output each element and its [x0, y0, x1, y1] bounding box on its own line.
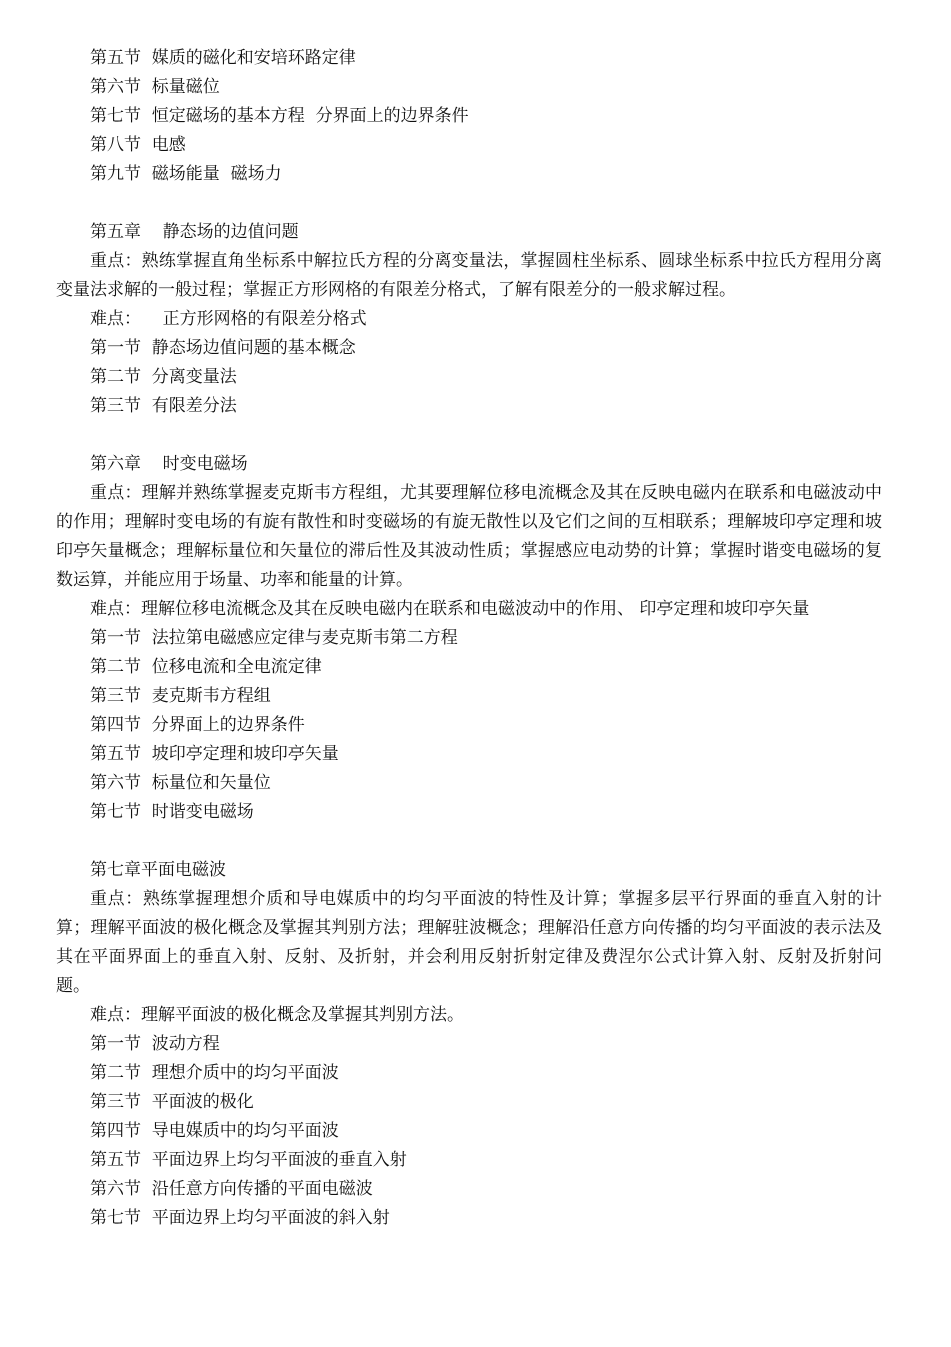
section-heading: 第八节 电感 [90, 135, 186, 155]
section-heading: 第四节 分界面上的边界条件 [90, 715, 305, 735]
key-points-paragraph: 重点：熟练掌握理想介质和导电媒质中的均匀平面波的特性及计算；掌握多层平行界面的垂直入射的计算；理解平面波的极化概念及掌握其判别方法；理解驻波概念；理解沿任意方向传播的均匀平面波的表示法及其在平面界面上的垂直入射、反射、及折射，并会利用反射折射定律及费涅尔公式计算入射、反射及折射问题。 [56, 889, 882, 996]
section-heading: 第六节 标量位和矢量位 [90, 773, 271, 793]
section-heading: 第六节 标量磁位 [90, 77, 220, 97]
key-points-paragraph: 重点：理解并熟练掌握麦克斯韦方程组，尤其要理解位移电流概念及其在反映电磁内在联系和电磁波动中的作用；理解时变电场的有旋有散性和时变磁场的有旋无散性以及它们之间的互相联系；理解坡印亭定理和坡印亭矢量概念；理解标量位和矢量位的滞后性及其波动性质；掌握感应电动势的计算；掌握时谐变电磁场的复数运算，并能应用于场量、功率和能量的计算。 [56, 483, 882, 590]
chapter-5 [56, 218, 882, 421]
section-heading: 第三节 有限差分法 [90, 396, 237, 416]
section-heading: 第五节 平面边界上均匀平面波的垂直入射 [90, 1150, 407, 1170]
section-heading: 第二节 分离变量法 [90, 367, 237, 387]
section-heading: 第七节 时谐变电磁场 [90, 802, 254, 822]
section-heading: 第五节 媒质的磁化和安培环路定律 [90, 48, 356, 68]
section-heading: 第五节 坡印亭定理和坡印亭矢量 [90, 744, 339, 764]
section-heading: 第六节 沿任意方向传播的平面电磁波 [90, 1179, 373, 1199]
chapter-4-sections [56, 44, 882, 189]
section-heading: 第七节 恒定磁场的基本方程 分界面上的边界条件 [90, 106, 469, 126]
section-heading: 第一节 静态场边值问题的基本概念 [90, 338, 356, 358]
section-heading: 第二节 理想介质中的均匀平面波 [90, 1063, 339, 1083]
section-heading: 第九节 磁场能量 磁场力 [90, 164, 282, 184]
difficulties-paragraph: 难点：理解平面波的极化概念及掌握其判别方法。 [90, 1005, 464, 1025]
section-heading: 第四节 导电媒质中的均匀平面波 [90, 1121, 339, 1141]
section-heading: 第二节 位移电流和全电流定律 [90, 657, 322, 677]
section-heading: 第七节 平面边界上均匀平面波的斜入射 [90, 1208, 390, 1228]
chapter-7 [56, 856, 882, 1233]
key-points-paragraph: 重点：熟练掌握直角坐标系中解拉氏方程的分离变量法，掌握圆柱坐标系、圆球坐标系中拉氏方程用分离变量法求解的一般过程；掌握正方形网格的有限差分格式，了解有限差分的一般求解过程。 [56, 251, 882, 300]
chapter-6 [56, 450, 882, 827]
difficulties-paragraph: 难点：理解位移电流概念及其在反映电磁内在联系和电磁波动中的作用、 印亭定理和坡印亭矢量 [90, 599, 810, 619]
chapter-title: 第五章 静态场的边值问题 [90, 222, 299, 242]
section-heading: 第一节 法拉第电磁感应定律与麦克斯韦第二方程 [90, 628, 458, 648]
section-heading: 第一节 波动方程 [90, 1034, 220, 1054]
document-page [56, 44, 882, 1233]
spacer [56, 827, 882, 856]
chapter-title: 第六章 时变电磁场 [90, 454, 248, 474]
chapter-title: 第七章平面电磁波 [90, 860, 226, 880]
spacer [56, 421, 882, 450]
spacer [56, 189, 882, 218]
difficulties-paragraph: 难点： 正方形网格的有限差分格式 [90, 309, 367, 329]
section-heading: 第三节 平面波的极化 [90, 1092, 254, 1112]
section-heading: 第三节 麦克斯韦方程组 [90, 686, 271, 706]
